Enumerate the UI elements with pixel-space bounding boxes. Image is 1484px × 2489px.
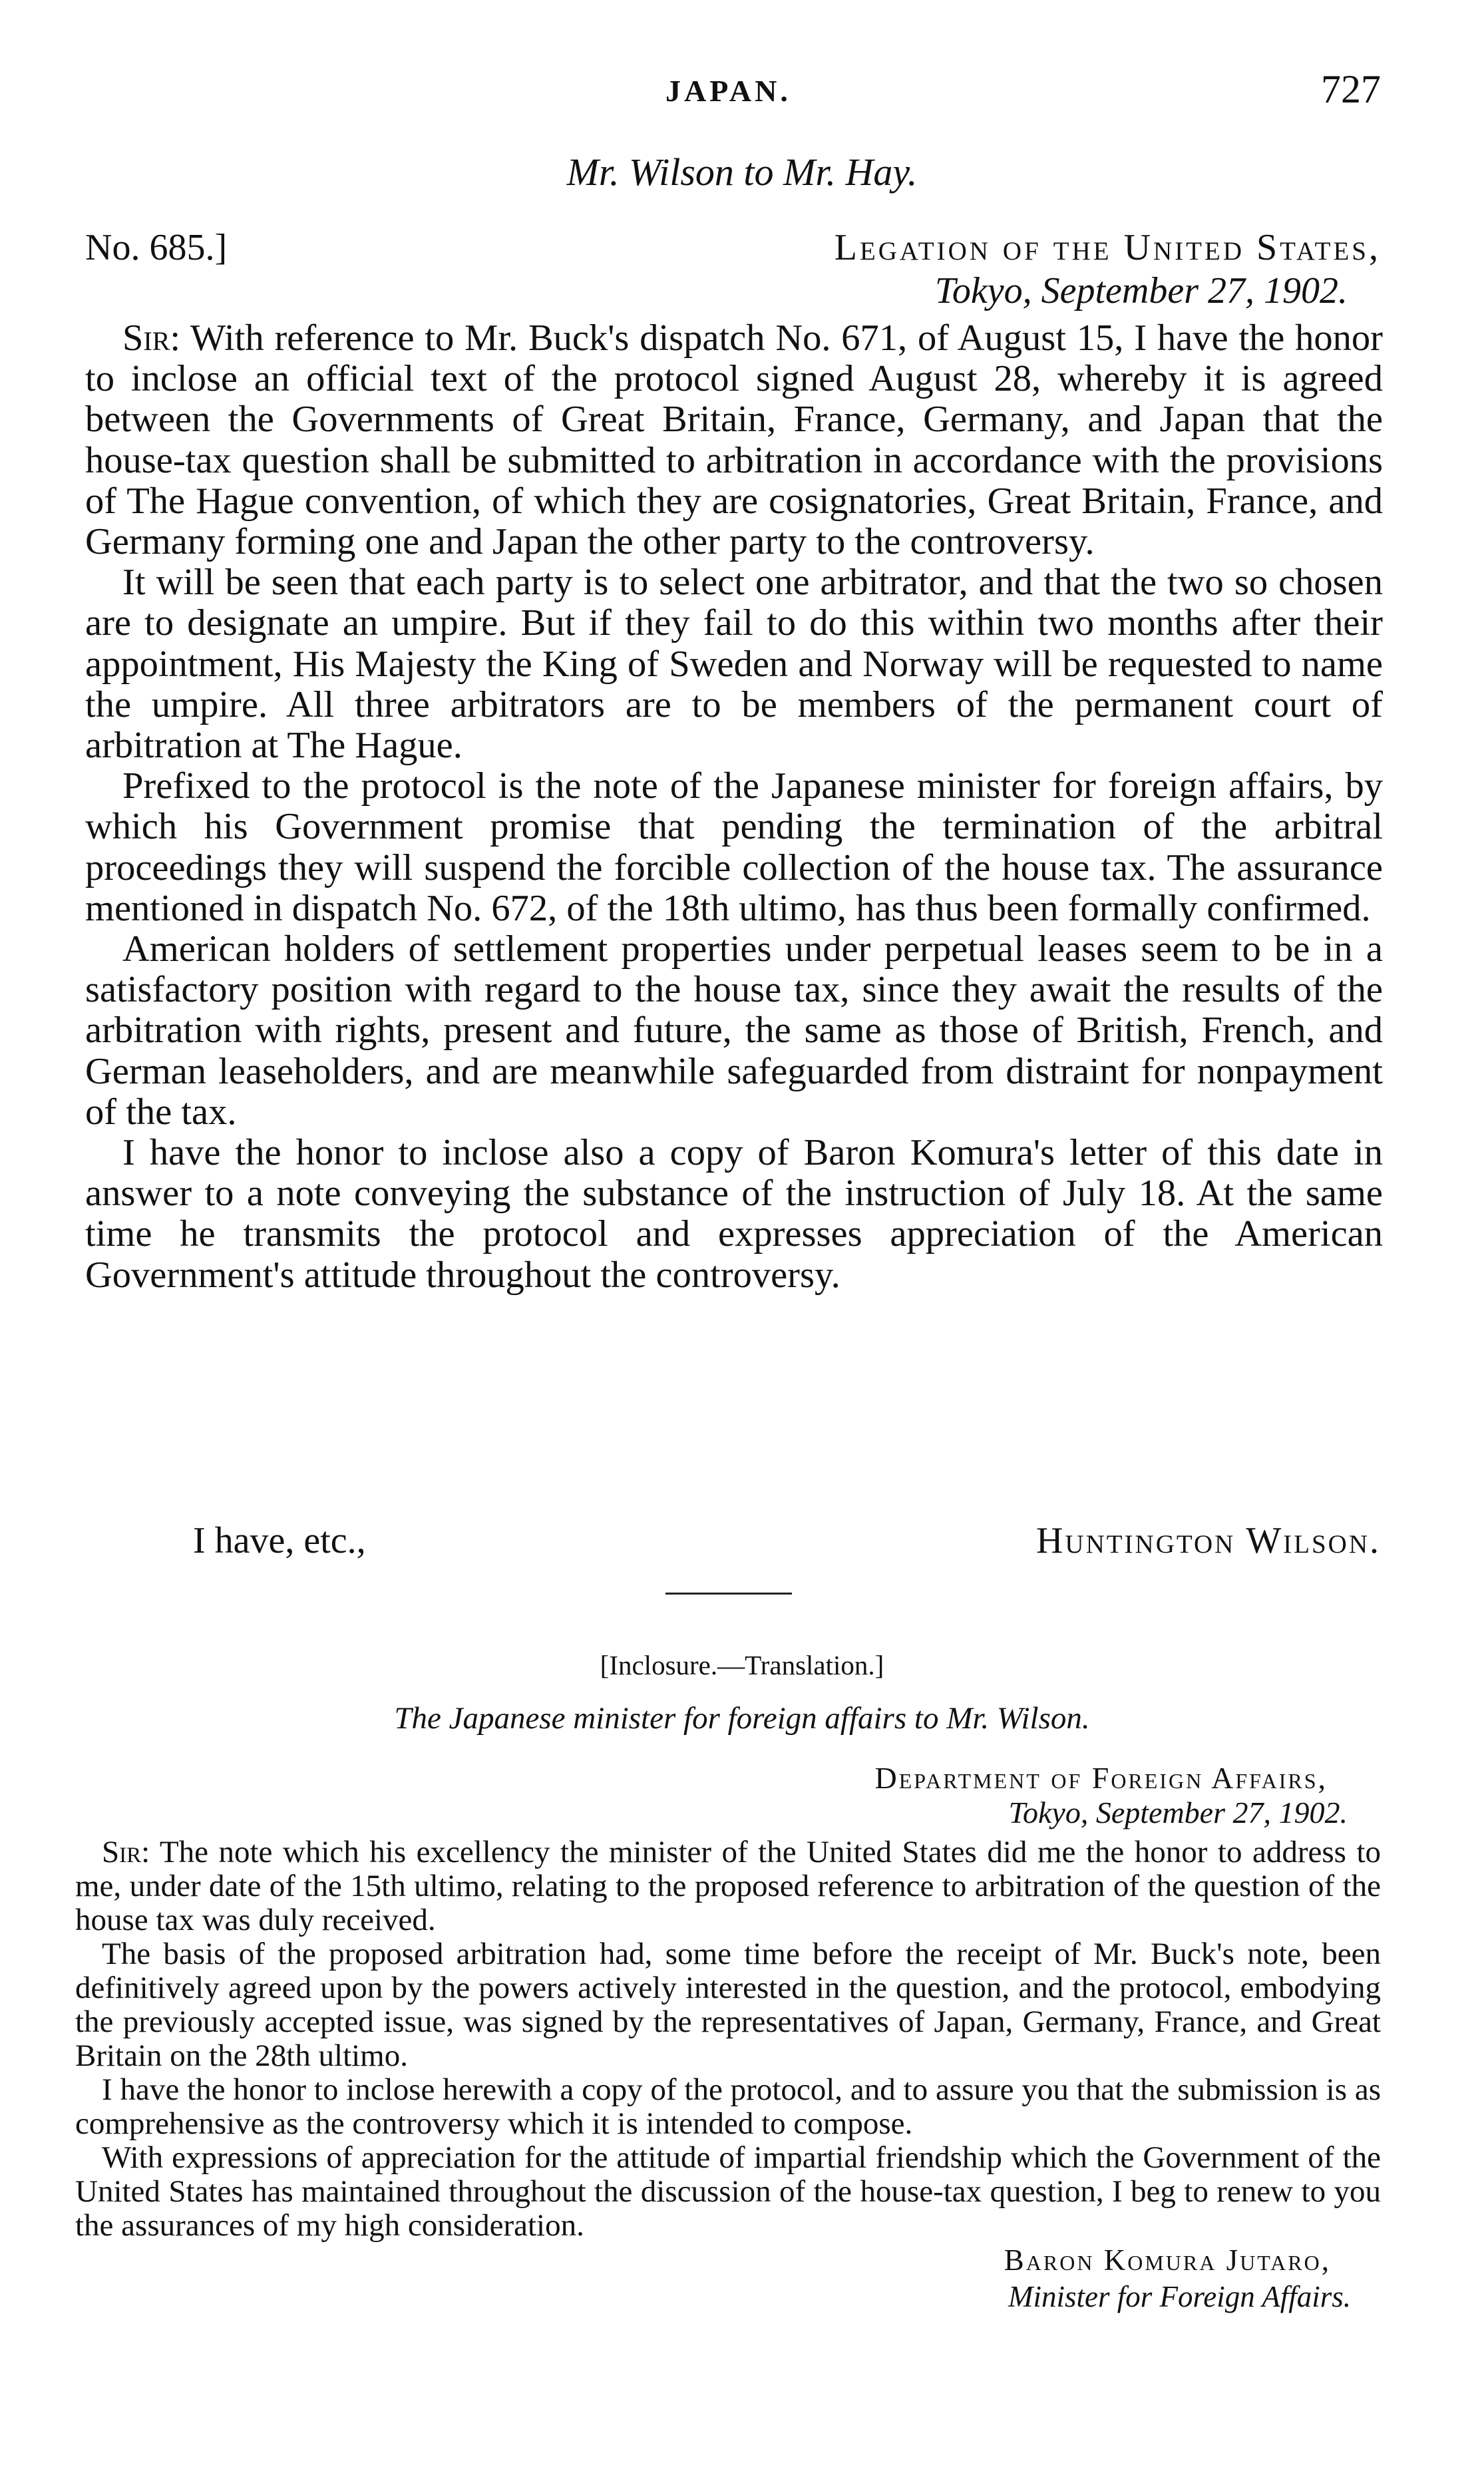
inclosure-dateline: Tokyo, September 27, 1902.	[1008, 1796, 1348, 1829]
letter-body	[85, 318, 1383, 1296]
paragraph-text: With reference to Mr. Buck's dispatch No. 671, of August 15, I have the honor to inclose an official text of the protocol signed August 28, whereby it is agreed between the Governments of Great Britain, France, Germany, and Japan that the house-tax question shall be submitted to arbitration in accordance with the provisions of The Hague convention, of which they are cosignatories, Great Britain, France, and Germany forming one and Japan the other party to the controversy.	[85, 317, 1383, 563]
letter-signoff: I have, etc.,	[193, 1520, 366, 1561]
paragraph-text: The note which his excellency the minister of the United States did me the honor to address to me, under date of the 15th ultimo, relating to the proposed reference to arbitration of the question of the house tax was duly received.	[75, 1835, 1381, 1937]
page-number: 727	[1321, 67, 1381, 111]
letter-dateline: Tokyo, September 27, 1902.	[934, 270, 1348, 311]
salutation: Sir:	[102, 1835, 150, 1869]
inclosure-paragraph	[75, 1835, 1381, 1937]
letter-heading: Legation of the United States,	[834, 227, 1381, 268]
letter-paragraph: Prefixed to the protocol is the note of the Japanese minister for foreign affairs, by which his Government promise that pending the termination of the arbitral proceedings they will suspend the forcible collection of the house tax. The assurance mentioned in dispatch No. 672, of the 18th ultimo, has thus been formally confirmed.	[85, 765, 1383, 929]
inclosure-paragraph: I have the honor to inclose herewith a copy of the protocol, and to assure you that the submission is as comprehensive as the controversy which it is intended to compose.	[75, 2072, 1381, 2141]
letter-paragraph: It will be seen that each party is to select one arbitrator, and that the two so chosen are to designate an umpire. But if they fail to do this within two months after their appointment, His Majesty the King of Sweden and Norway will be requested to name the umpire. All three arbitrators are to be members of the permanent court of arbitration at The Hague.	[85, 562, 1383, 767]
dispatch-number: No. 685.]	[85, 227, 228, 268]
running-head: JAPAN.	[665, 74, 791, 108]
letter-caption: Mr. Wilson to Mr. Hay.	[566, 150, 918, 194]
inclosure-paragraph: The basis of the proposed arbitration had, some time before the receipt of Mr. Buck's note, been definitively agreed upon by the powers actively interested in the question, and the protocol, embodying the previously accepted issue, was signed by the representatives of Japan, Germany, France, and Great Britain on the 28th ultimo.	[75, 1937, 1381, 2073]
salutation: Sir:	[122, 317, 181, 359]
inclosure-body	[75, 1835, 1381, 2243]
inclosure-label: [Inclosure.—Translation.]	[600, 1650, 884, 1680]
letter-paragraph: American holders of settlement properties under perpetual leases seem to be in a satisfactory position with regard to the house tax, since they await the results of the arbitration with rights, present and future, the same as those of British, French, and German leaseholders, and are meanwhile safeguarded from distraint for nonpayment of the tax.	[85, 928, 1383, 1133]
inclosure-heading: Department of Foreign Affairs,	[874, 1761, 1328, 1795]
letter-signature: Huntington Wilson.	[1035, 1520, 1381, 1561]
section-divider	[665, 1593, 792, 1595]
inclosure-signature-name: Baron Komura Jutaro,	[1004, 2243, 1331, 2277]
letter-paragraph: I have the honor to inclose also a copy of Baron Komura's letter of this date in answer to a note conveying the substance of the instruction of July 18. At the same time he transmits the protocol and expresses appreciation of the American Government's attitude throughout the controversy.	[85, 1132, 1383, 1296]
letter-paragraph	[85, 318, 1383, 562]
inclosure-signature-title: Minister for Foreign Affairs.	[1008, 2280, 1351, 2313]
inclosure-paragraph: With expressions of appreciation for the attitude of impartial friendship which the Government of the United States has maintained throughout the discussion of the house-tax question, I beg to renew to you the assurances of my high consideration.	[75, 2140, 1381, 2243]
inclosure-caption: The Japanese minister for foreign affairs to Mr. Wilson.	[394, 1701, 1090, 1736]
